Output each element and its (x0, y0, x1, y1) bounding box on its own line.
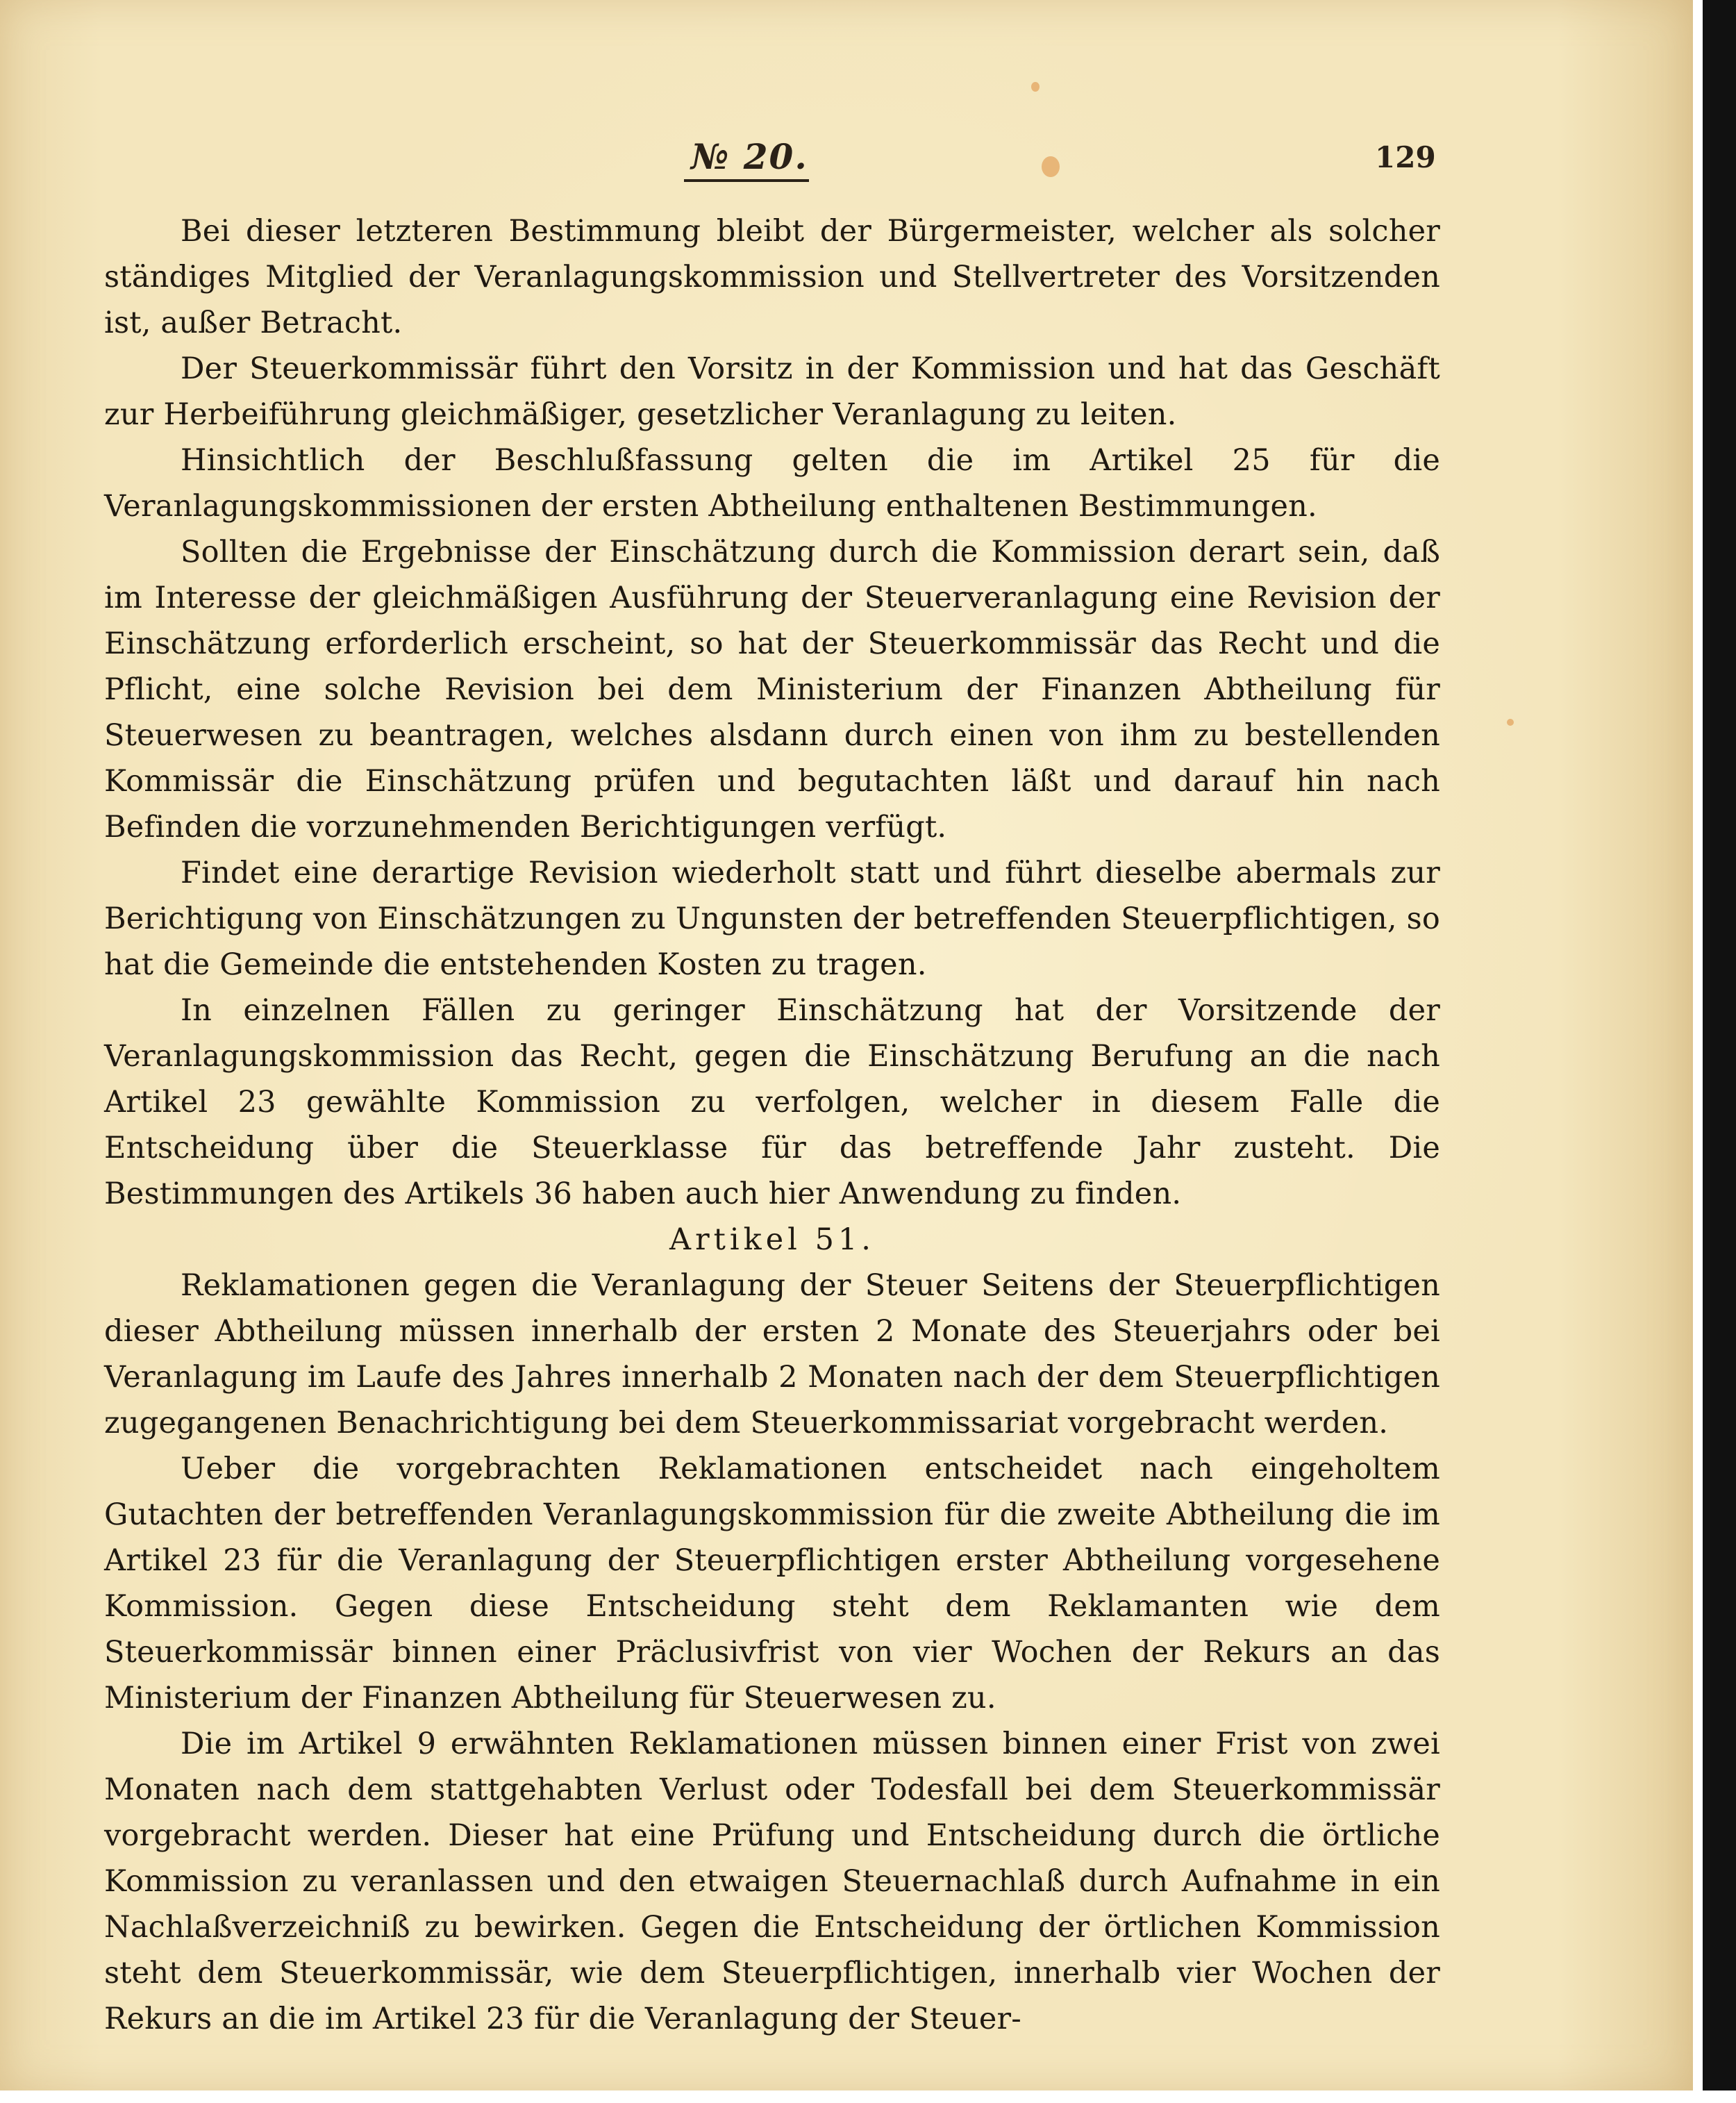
body-text (104, 208, 1440, 2042)
article-heading: Artikel 51. (669, 1222, 875, 1257)
header-underline (684, 179, 809, 182)
paragraph: Bei dieser letzteren Bestimmung bleibt der Bürgermeister, welcher als solcher ständiges Mitglied der Veranlagungskommission und Stellvertreter des Vorsitzenden ist, außer Betracht. (104, 214, 1440, 340)
paragraph: In einzelnen Fällen zu geringer Einschätzung hat der Vorsitzende der Veranlagungskommission das Recht, gegen die Einschätzung Berufung an die nach Artikel 23 gewählte Kommission zu verfolgen, welcher in diesem Falle die Entscheidung über die Steuerklasse für das betreffende Jahr zusteht. Die Bestimmungen des Artikels 36 haben auch hier Anwendung zu finden. (104, 993, 1440, 1211)
paper-stain (1031, 82, 1040, 92)
paper-stain (1507, 719, 1514, 726)
paragraph: Die im Artikel 9 erwähnten Reklamationen müssen binnen einer Frist von zwei Monaten nach dem stattgehabten Verlust oder Todesfall bei dem Steuerkommissär vorgebracht werden. Dieser hat eine Prüfung und Entscheidung durch die örtliche Kommission zu veranlassen und den etwaigen Steuernachlaß durch Aufnahme in ein Nachlaßverzeichniß zu bewirken. Gegen die Entscheidung der örtlichen Kommission steht dem Steuerkommissär, wie dem Steuerpflichtigen, innerhalb vier Wochen der Rekurs an die im Artikel 23 für die Veranlagung der Steuer- (104, 1727, 1440, 2036)
paragraph: Hinsichtlich der Beschlußfassung gelten die im Artikel 25 für die Veranlagungskommissionen der ersten Abtheilung enthaltenen Bestimmungen. (104, 443, 1440, 524)
scan-edge-strip (1703, 0, 1736, 2090)
paragraph: Reklamationen gegen die Veranlagung der Steuer Seitens der Steuerpflichtigen dieser Abtheilung müssen innerhalb der ersten 2 Monate des Steuerjahrs oder bei Veranlagung im Laufe des Jahres innerhalb 2 Monaten nach der dem Steuerpflichtigen zugegangenen Benachrichtigung bei dem Steuerkommissariat vorgebracht werden. (104, 1268, 1440, 1440)
paragraph: Der Steuerkommissär führt den Vorsitz in der Kommission und hat das Geschäft zur Herbeiführung gleichmäßiger, gesetzlicher Veranlagung zu leiten. (104, 351, 1440, 432)
paragraph: Findet eine derartige Revision wiederholt statt und führt dieselbe abermals zur Berichtigung von Einschätzungen zu Ungunsten der betreffenden Steuerpflichtigen, so hat die Gemeinde die entstehenden Kosten zu tragen. (104, 856, 1440, 982)
paragraph: Ueber die vorgebrachten Reklamationen entscheidet nach eingeholtem Gutachten der betreffenden Veranlagungskommission für die zweite Abtheilung die im Artikel 23 für die Veranlagung der Steuerpflichtigen erster Abtheilung vorgesehene Kommission. Gegen diese Entscheidung steht dem Reklamanten wie dem Steuerkommissär binnen einer Präclusivfrist von vier Wochen der Rekurs an das Ministerium der Finanzen Abtheilung für Steuerwesen zu. (104, 1452, 1440, 1715)
page-header (104, 136, 1493, 192)
page-number: 129 (1375, 140, 1436, 174)
paragraph: Sollten die Ergebnisse der Einschätzung durch die Kommission derart sein, daß im Interesse der gleichmäßigen Ausführung der Steuerveranlagung eine Revision der Einschätzung erforderlich erscheint, so hat der Steuerkommissär das Recht und die Pflicht, eine solche Revision bei dem Ministerium der Finanzen Abtheilung für Steuerwesen zu beantragen, welches alsdann durch einen von ihm zu bestellenden Kommissär die Einschätzung prüfen und begutachten läßt und darauf hin nach Befinden die vorzunehmenden Berichtigungen verfügt. (104, 535, 1440, 845)
issue-number: № 20. (691, 136, 808, 177)
scan-edge (1693, 0, 1736, 2090)
